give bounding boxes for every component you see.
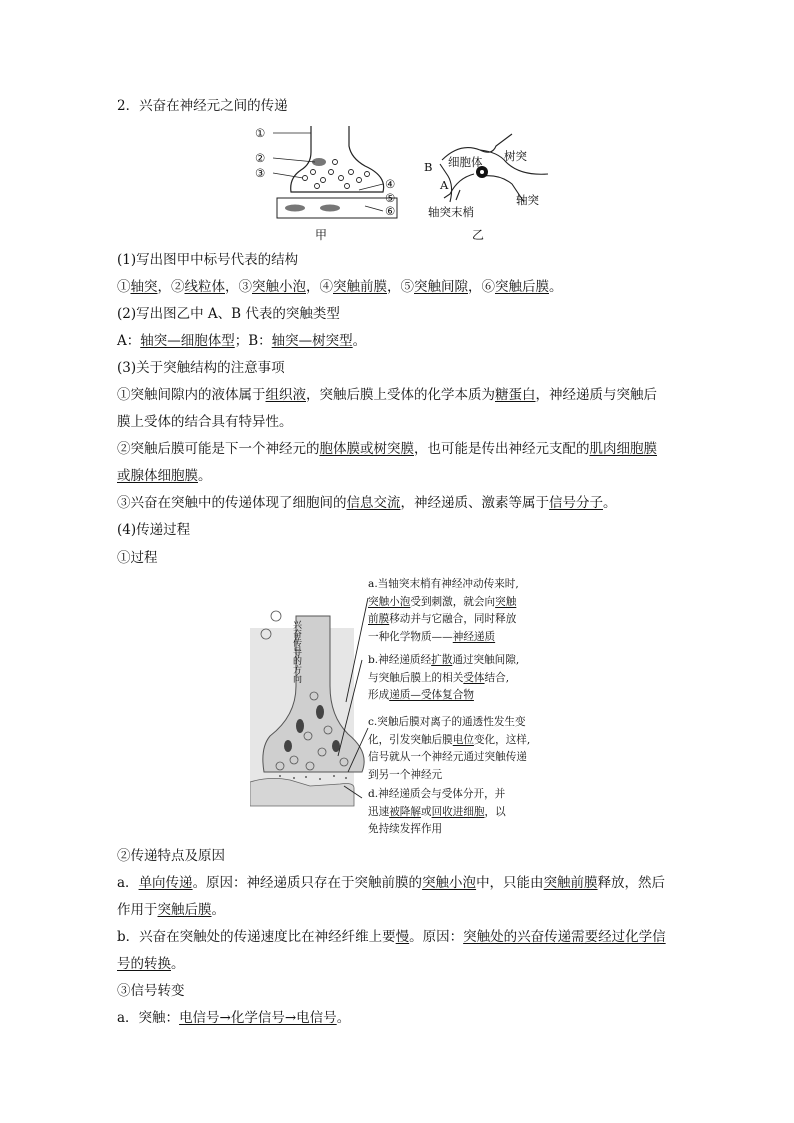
step-c: c.突触后膜对离子的通透性发生变 化，引发突触后膜电位变化，这样, 信号就从一个神经元通过突触传递 到另一个神经元: [368, 716, 531, 781]
q3-p2-line1: ②突触后膜可能是下一个神经元的胞体膜或树突膜，也可能是传出神经元支配的肌肉细胞膜: [117, 441, 657, 457]
q3-p1-line1: ①突触间隙内的液体属于组织液，突触后膜上受体的化学本质为糖蛋白，神经递质与突触后: [117, 387, 657, 403]
jia-label-2: ②: [255, 151, 266, 165]
step-a: a.当轴突末梢有神经冲动传来时, 突触小泡受到刺激，就会向突触 前膜移动并与它融合，同时释放 一种化学物质——神经递质: [368, 578, 519, 643]
direction-label: 兴奋传导的方向: [291, 620, 301, 683]
yi-label-b: B: [424, 160, 433, 174]
yi-label-soma: 细胞体: [448, 155, 483, 169]
jia-label-1: ①: [255, 126, 266, 140]
jia-caption: 甲: [315, 228, 328, 242]
yi-label-axon-end: 轴突末梢: [428, 205, 474, 219]
q4-pb-line2: 号的转换。: [117, 956, 185, 972]
yi-label-a: A: [440, 178, 449, 192]
step-d: d.神经递质会与受体分开，并 迅速被降解或回收进细胞，以 免持续发挥作用: [368, 788, 506, 835]
answer-presynaptic: 突触前膜: [333, 279, 387, 295]
jia-label-6: ⑥: [385, 204, 396, 218]
jia-label-4: ④: [385, 177, 396, 191]
q4-pa-line1: a．单向传递。原因：神经递质只存在于突触前膜的突触小泡中，只能由突触前膜释放，然后: [117, 875, 666, 891]
q4-sub2: ②传递特点及原因: [117, 848, 225, 864]
answer-cleft: 突触间隙: [414, 279, 468, 295]
step-b: b.神经递质经扩散通过突触间隙, 与突触后膜上的相关受体结合, 形成递质—受体复合物: [368, 654, 520, 701]
yi-label-dendrite: 树突: [504, 149, 527, 163]
q4-heading: (4)传递过程: [117, 522, 191, 538]
figure-yi: [420, 128, 560, 240]
q3-p1-line2: 膜上受体的结合具有特异性。: [117, 414, 293, 430]
q4-pa-line2: 作用于突触后膜。: [117, 902, 225, 918]
jia-label-3: ③: [255, 166, 266, 180]
q4-sub1: ①过程: [117, 550, 158, 566]
yi-label-axon: 轴突: [516, 193, 539, 207]
process-diagram: [250, 576, 560, 838]
yi-caption: 乙: [472, 228, 485, 242]
q1-heading: (1)写出图甲中标号代表的结构: [117, 252, 299, 268]
q1-answers: ①轴突，②线粒体，③突触小泡，④突触前膜，⑤突触间隙，⑥突触后膜。: [117, 279, 563, 295]
q4-pc: a．突触：电信号→化学信号→电信号。: [117, 1010, 351, 1026]
q3-p3: ③兴奋在突触中的传递体现了细胞间的信息交流，神经递质、激素等属于信号分子。: [117, 495, 617, 511]
answer-axon: 轴突: [130, 279, 158, 295]
q3-heading: (3)关于突触结构的注意事项: [117, 360, 285, 376]
q2-answers: A：轴突—细胞体型；B：轴突—树突型。: [117, 333, 367, 349]
figure-jia: [255, 122, 405, 240]
jia-label-5: ⑤: [385, 191, 396, 205]
synapse-diagram: [255, 122, 405, 240]
q4-pb-line1: b．兴奋在突触处的传递速度比在神经纤维上要慢。原因：突触处的兴奋传递需要经过化学信: [117, 929, 666, 945]
q3-p2-line2: 或腺体细胞膜。: [117, 468, 212, 484]
section-title: 2．兴奋在神经元之间的传递: [117, 98, 288, 114]
q2-heading: (2)写出图乙中 A、B 代表的突触类型: [117, 306, 340, 322]
answer-vesicle: 突触小泡: [252, 279, 306, 295]
answer-postsynaptic: 突触后膜: [495, 279, 549, 295]
answer-mitochondria: 线粒体: [184, 279, 225, 295]
q4-sub3: ③信号转变: [117, 983, 185, 999]
